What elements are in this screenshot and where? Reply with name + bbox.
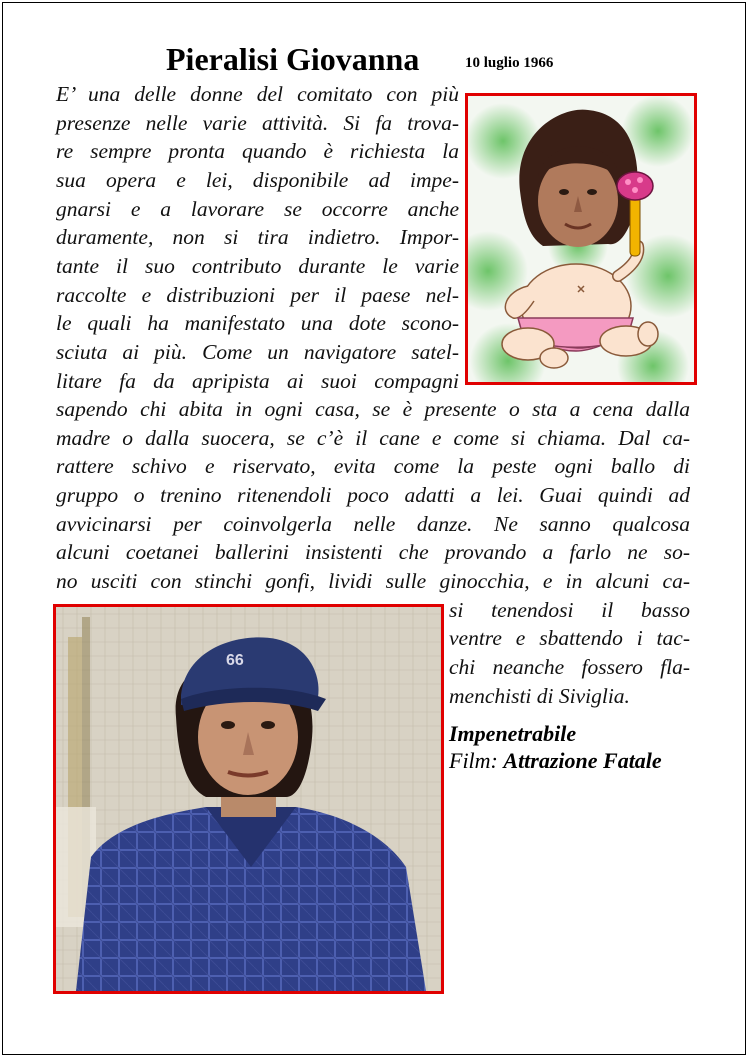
text-line: litare fa da apripista ai suoi compagni (56, 368, 459, 393)
text-line: sapendo chi abita in ogni casa, se è presente o sta a cena dalla (56, 397, 690, 422)
text-line: tante il suo contributo durante le varie (56, 253, 459, 278)
cap-number: 66 (226, 652, 244, 669)
text-line: gruppo o trenino ritenendoli poco adatti a lei. Guai quindi ad (56, 483, 690, 508)
text-line: ventre e sbattendo i tac- (449, 626, 690, 651)
text-line: sciuta ai più. Come un navigatore satel- (56, 339, 459, 364)
film-line (449, 748, 662, 774)
text-line: raccolte e distribuzioni per il paese nel- (56, 282, 459, 307)
subtitle: Impenetrabile (449, 721, 577, 746)
header (3, 41, 747, 81)
caricature-image (465, 93, 697, 385)
film-title: Attrazione Fatale (503, 748, 662, 773)
text-line: re sempre pronta quando è richiesta la (56, 139, 459, 164)
text-line: chi neanche fossero fla- (449, 655, 690, 679)
text-line: no usciti con stinchi gonfi, lividi sulle ginocchia, e in alcuni ca- (56, 569, 690, 594)
baby-caricature-illustration (468, 96, 694, 382)
birth-date: 10 luglio 1966 (465, 55, 554, 71)
text-line: sua opera e lei, disponibile ad impe- (56, 167, 459, 192)
page (2, 2, 746, 1055)
text-line: duramente, non si tira indietro. Impor- (56, 225, 459, 250)
portrait-photo (53, 604, 444, 994)
film-label: Film: (449, 748, 498, 773)
text-line: presenze nelle varie attività. Si fa trova- (56, 110, 459, 135)
text-line: menchisti di Siviglia. (449, 683, 630, 708)
text-line: gnarsi e a lavorare se occorre anche (56, 196, 459, 221)
text-line: rattere schivo e riservato, evita come la peste ogni ballo di (56, 454, 690, 479)
text-line: avvicinarsi per coinvolgerla nelle danze. Ne sanno qualcosa (56, 511, 690, 536)
text-line: E’ una delle donne del comitato con più (56, 82, 459, 106)
page-title: Pieralisi Giovanna (166, 41, 420, 77)
text-line: si tenendosi il basso (449, 597, 690, 622)
text-line: le quali ha manifestato una dote scono- (56, 311, 459, 336)
text-line: madre o dalla suocera, se c’è il cane e come si chiama. Dal ca- (56, 425, 690, 450)
text-line: alcuni coetanei ballerini insistenti che provando a farlo ne so- (56, 540, 690, 565)
portrait-illustration (56, 607, 441, 991)
